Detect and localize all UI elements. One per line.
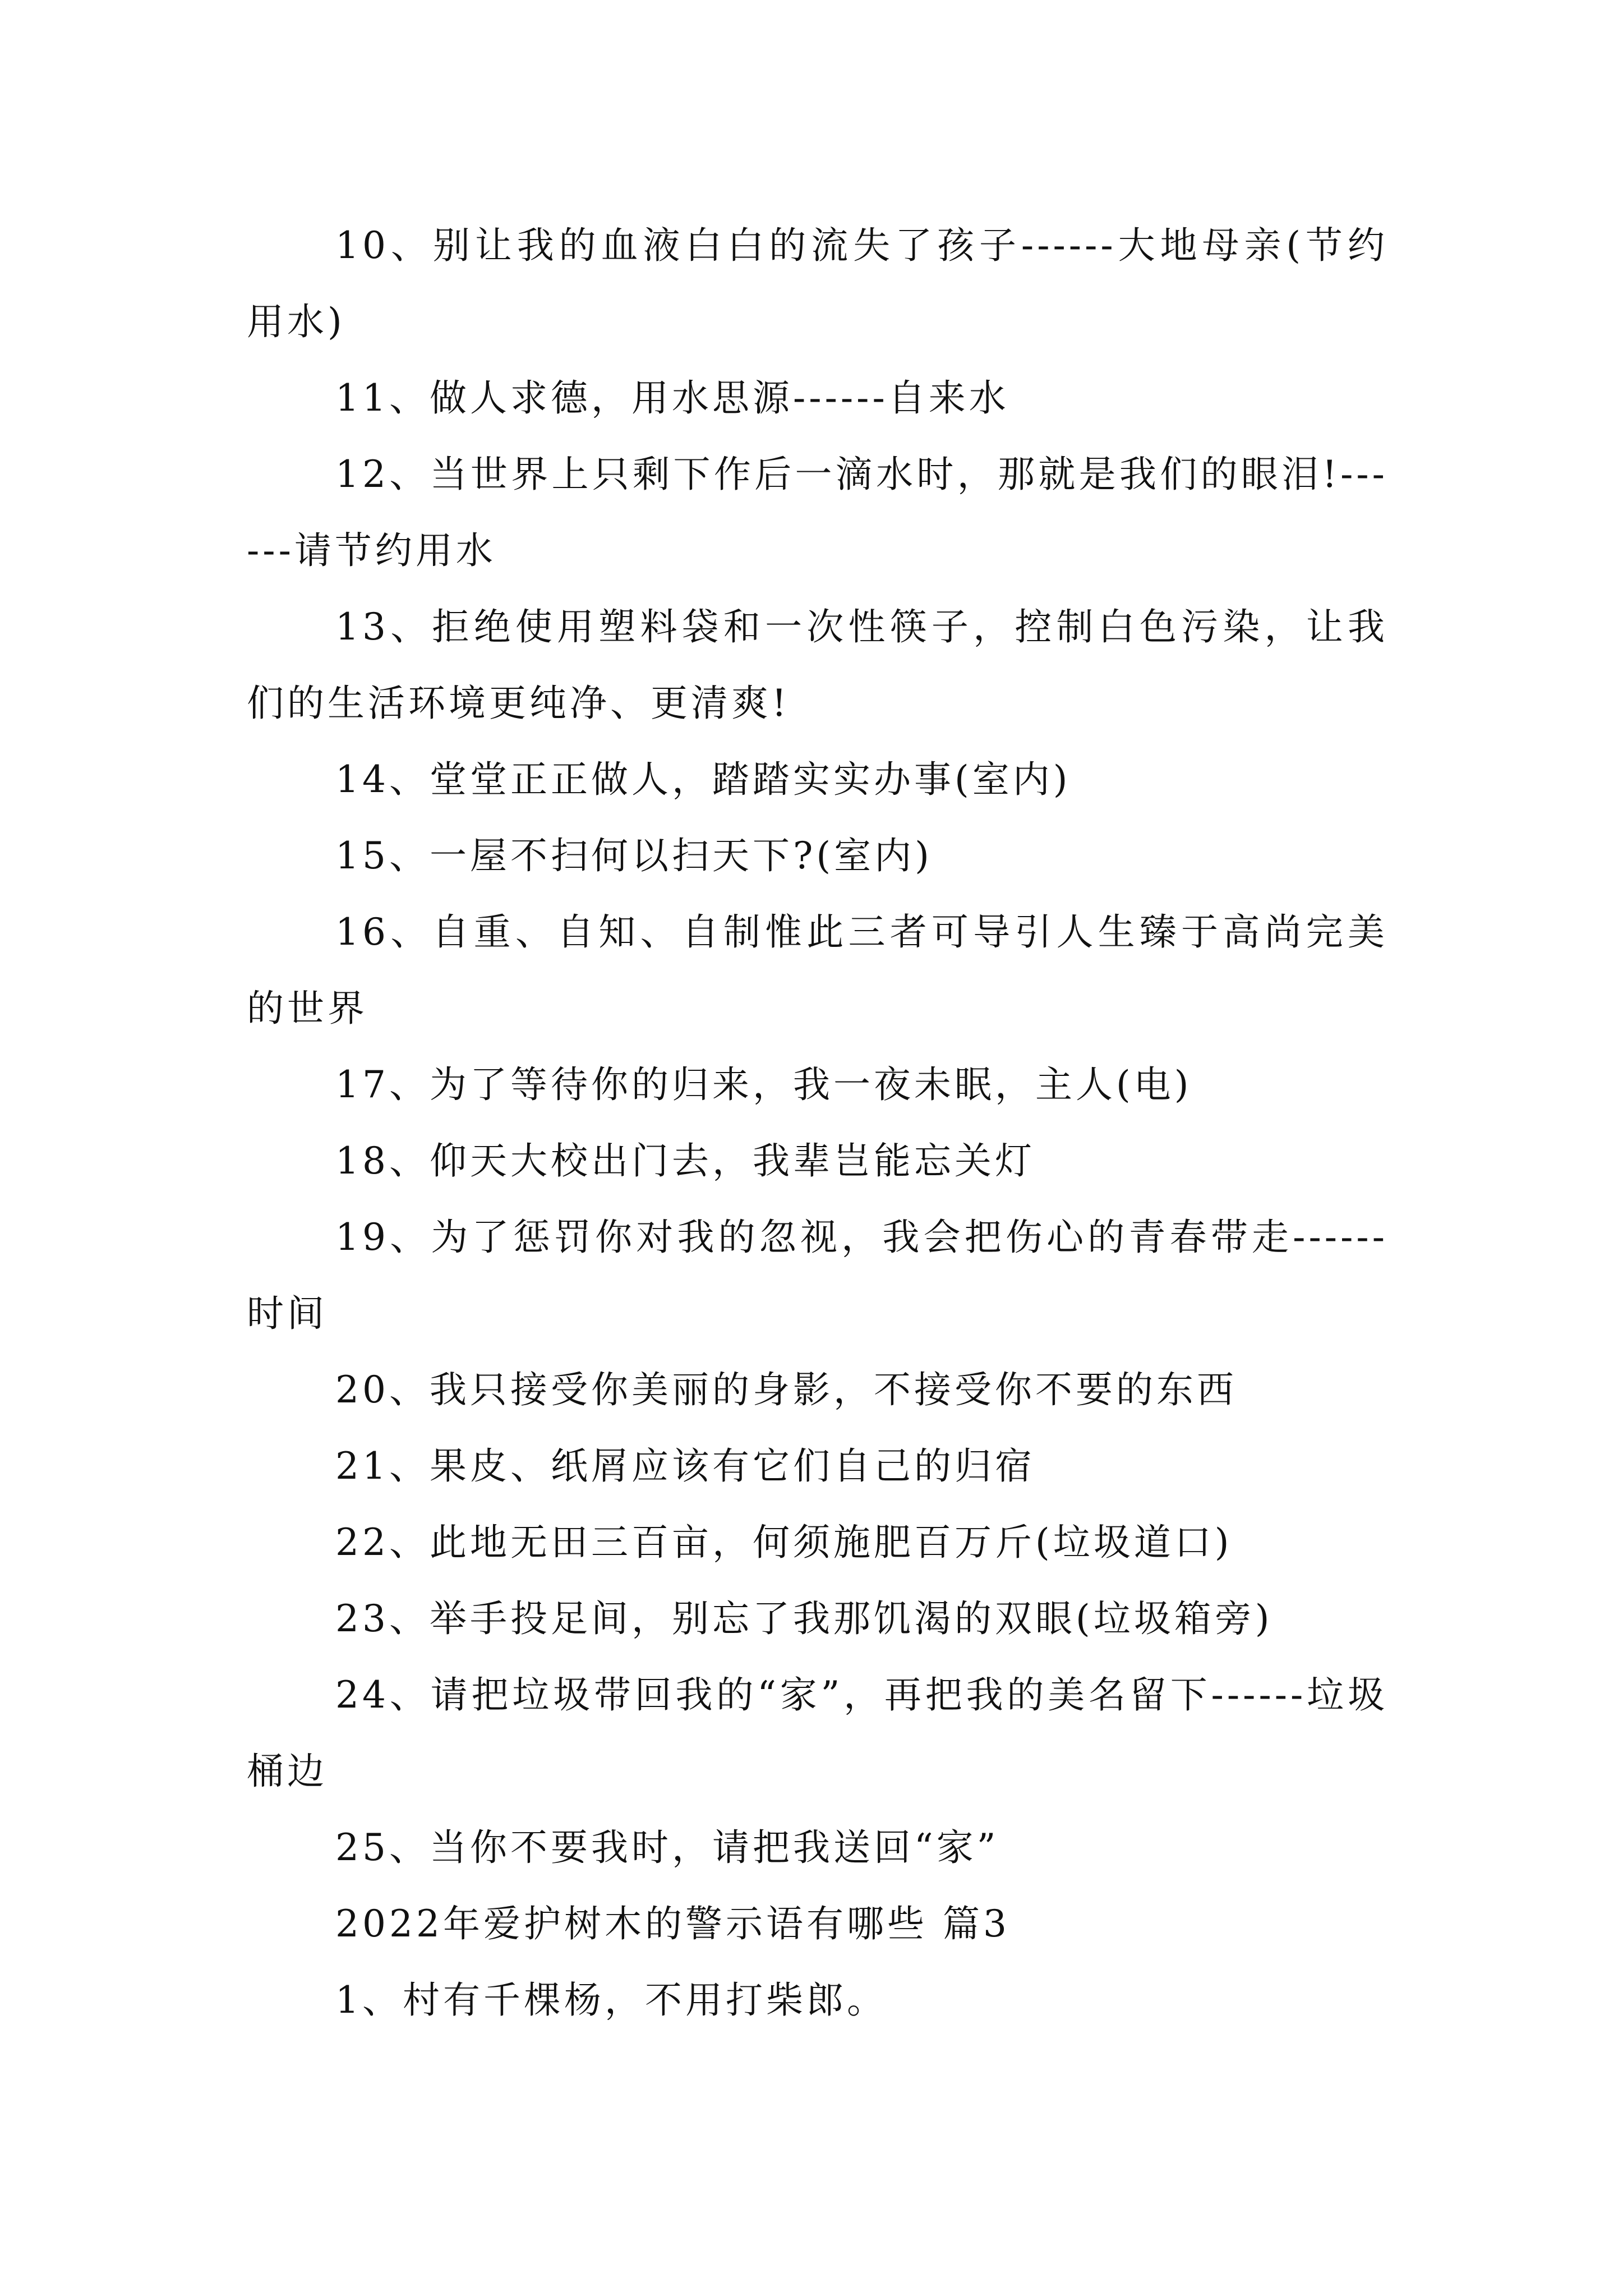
paragraph: 20、我只接受你美丽的身影，不接受你不要的东西 <box>335 1368 1237 1411</box>
paragraph: 11、做人求德，用水思源------自来水 <box>335 376 1009 420</box>
paragraph: 18、仰天大校出门去，我辈岂能忘关灯 <box>335 1139 1035 1182</box>
document-page <box>247 208 1388 2039</box>
paragraph: 23、举手投足间，别忘了我那饥渴的双眼(垃圾箱旁) <box>335 1597 1273 1640</box>
paragraph: 24、请把垃圾带回我的“家”，再把我的美名留下------垃圾桶边 <box>247 1673 1388 1793</box>
paragraph: 15、一屋不扫何以扫天下?(室内) <box>335 834 933 877</box>
paragraph: 14、堂堂正正做人，踏踏实实办事(室内) <box>335 758 1071 801</box>
paragraph: 22、此地无田三百亩，何须施肥百万斤(垃圾道口) <box>335 1521 1233 1564</box>
paragraph: 17、为了等待你的归来，我一夜未眠，主人(电) <box>335 1063 1192 1106</box>
paragraph: 12、当世界上只剩下作后一滴水时，那就是我们的眼泪!------请节约用水 <box>247 453 1388 572</box>
section-heading: 2022年爱护树木的警示语有哪些 篇3 <box>335 1902 1010 1945</box>
paragraph: 25、当你不要我时，请把我送回“家” <box>335 1826 999 1869</box>
paragraph: 16、自重、自知、自制惟此三者可导引人生臻于高尚完美的世界 <box>247 910 1388 1030</box>
paragraph: 10、别让我的血液白白的流失了孩子------大地母亲(节约用水) <box>247 224 1388 343</box>
paragraph: 1、村有千棵杨，不用打柴郎。 <box>335 1978 887 2022</box>
paragraph: 21、果皮、纸屑应该有它们自己的归宿 <box>335 1444 1035 1488</box>
paragraph: 19、为了惩罚你对我的忽视，我会把伤心的青春带走------时间 <box>247 1216 1388 1335</box>
paragraph: 13、拒绝使用塑料袋和一次性筷子，控制白色污染，让我们的生活环境更纯净、更清爽! <box>247 605 1388 725</box>
